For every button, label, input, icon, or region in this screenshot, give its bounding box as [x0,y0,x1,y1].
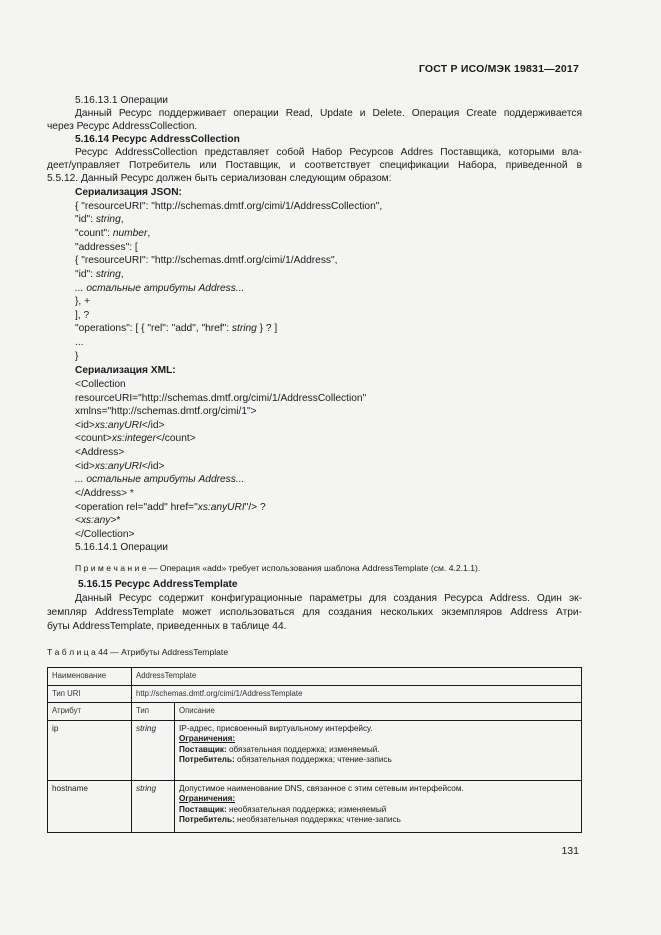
code-line: resourceURI="http://schemas.dmtf.org/cimi/1/AddressCollection" [75,393,367,404]
table-cell: Наименование [48,668,132,686]
table-caption: Т а б л и ц а 44 — Атрибуты AddressTemplate [47,647,229,657]
table-cell: hostname [48,780,132,832]
paragraph-line: деет/управляет Потребитель или Поставщик, и соответствует спецификации Набора, приведенной в [47,160,582,171]
code-line: { "resourceURI": "http://schemas.dmtf.org/cimi/1/AddressCollection", [75,201,383,212]
table-cell: string [132,720,175,780]
code-line: </Address> * [75,488,134,499]
code-line: } [75,351,79,362]
code-line: ... остальные атрибуты Address... [75,283,245,294]
code-line: ... остальные атрибуты Address... [75,474,245,485]
code-line: <xs:any>* [75,515,121,526]
column-header: Тип [132,703,175,721]
section-heading: 5.16.15 Ресурс AddressTemplate [78,579,238,590]
code-line: ], ? [75,310,90,321]
table-row [48,668,582,686]
attributes-table [47,667,582,833]
paragraph-line: Данный Ресурс поддерживает операции Read, Update и Delete. Операция Create поддерживается [75,108,582,119]
note: П р и м е ч а н и е — Операция «add» требует использования шаблона AddressTemplate (см. 4.2.1.1). [75,563,481,573]
code-line: "count": number, [75,228,151,239]
document-id: ГОСТ Р ИСО/МЭК 19831—2017 [418,63,579,75]
code-line: { "resourceURI": "http://schemas.dmtf.org/cimi/1/Address", [75,255,338,266]
table-cell: Допустимое наименование DNS, связанное с этим сетевым интерфейсом. Ограничения: Поставщик: необязательная поддержка; изменяемый Потребитель: необязательная поддержка; чтение-запись [175,780,582,832]
table-row [48,780,582,832]
paragraph-line: 5.5.12. Данный Ресурс должен быть сериализован следующим образом: [47,173,392,184]
page-number: 131 [561,845,579,857]
table-row [48,720,582,780]
code-line: }, + [75,296,91,307]
paragraph-line: Ресурс AddressCollection представляет собой Набор Ресурсов Addres Поставщика, которыми вла- [75,147,582,158]
paragraph-line: земпляр AddressTemplate может использоваться для создания нескольких экземпляров Address Атри- [47,607,582,618]
column-header: Описание [175,703,582,721]
table-header-row [48,703,582,721]
code-line: <Collection [75,379,126,390]
code-line: xmlns="http://schemas.dmtf.org/cimi/1"> [75,406,257,417]
paragraph-line: буты AddressTemplate, приведенных в таблице 44. [47,621,287,632]
column-header: Атрибут [48,703,132,721]
code-line: ... [75,337,84,348]
table-cell: AddressTemplate [132,668,582,686]
section-heading: 5.16.14.1 Операции [75,542,168,553]
table-cell: string [132,780,175,832]
code-line: <id>xs:anyURI</id> [75,420,165,431]
json-serialization-title: Сериализация JSON: [75,187,182,198]
section-heading: 5.16.14 Ресурс AddressCollection [75,134,240,145]
code-line: <Address> [75,447,125,458]
table-row [48,685,582,703]
xml-serialization-title: Сериализация XML: [75,365,176,376]
code-line: "operations": [ { "rel": "add", "href": string } ? ] [75,323,278,334]
code-line: "id": string, [75,269,124,280]
section-heading: 5.16.13.1 Операции [75,95,168,106]
code-line: <id>xs:anyURI</id> [75,461,165,472]
paragraph-line: Данный Ресурс содержит конфигурационные параметры для создания Ресурса Address. Один эк- [75,593,582,604]
table-cell: ip [48,720,132,780]
table-cell: IP-адрес, присвоенный виртуальному интерфейсу. Ограничения: Поставщик: обязательная поддержка; изменяемый. Потребитель: обязательная поддержка; чтение-запись [175,720,582,780]
table-cell: Тип URI [48,685,132,703]
code-line: "id": string, [75,214,124,225]
code-line: <operation rel="add" href="xs:anyURI"/> ? [75,502,266,513]
paragraph-line: через Ресурс AddressCollection. [47,121,198,132]
code-line: </Collection> [75,529,135,540]
code-line: "addresses": [ [75,242,138,253]
table-cell: http://schemas.dmtf.org/cimi/1/AddressTemplate [132,685,582,703]
code-line: <count>xs:integer</count> [75,433,196,444]
